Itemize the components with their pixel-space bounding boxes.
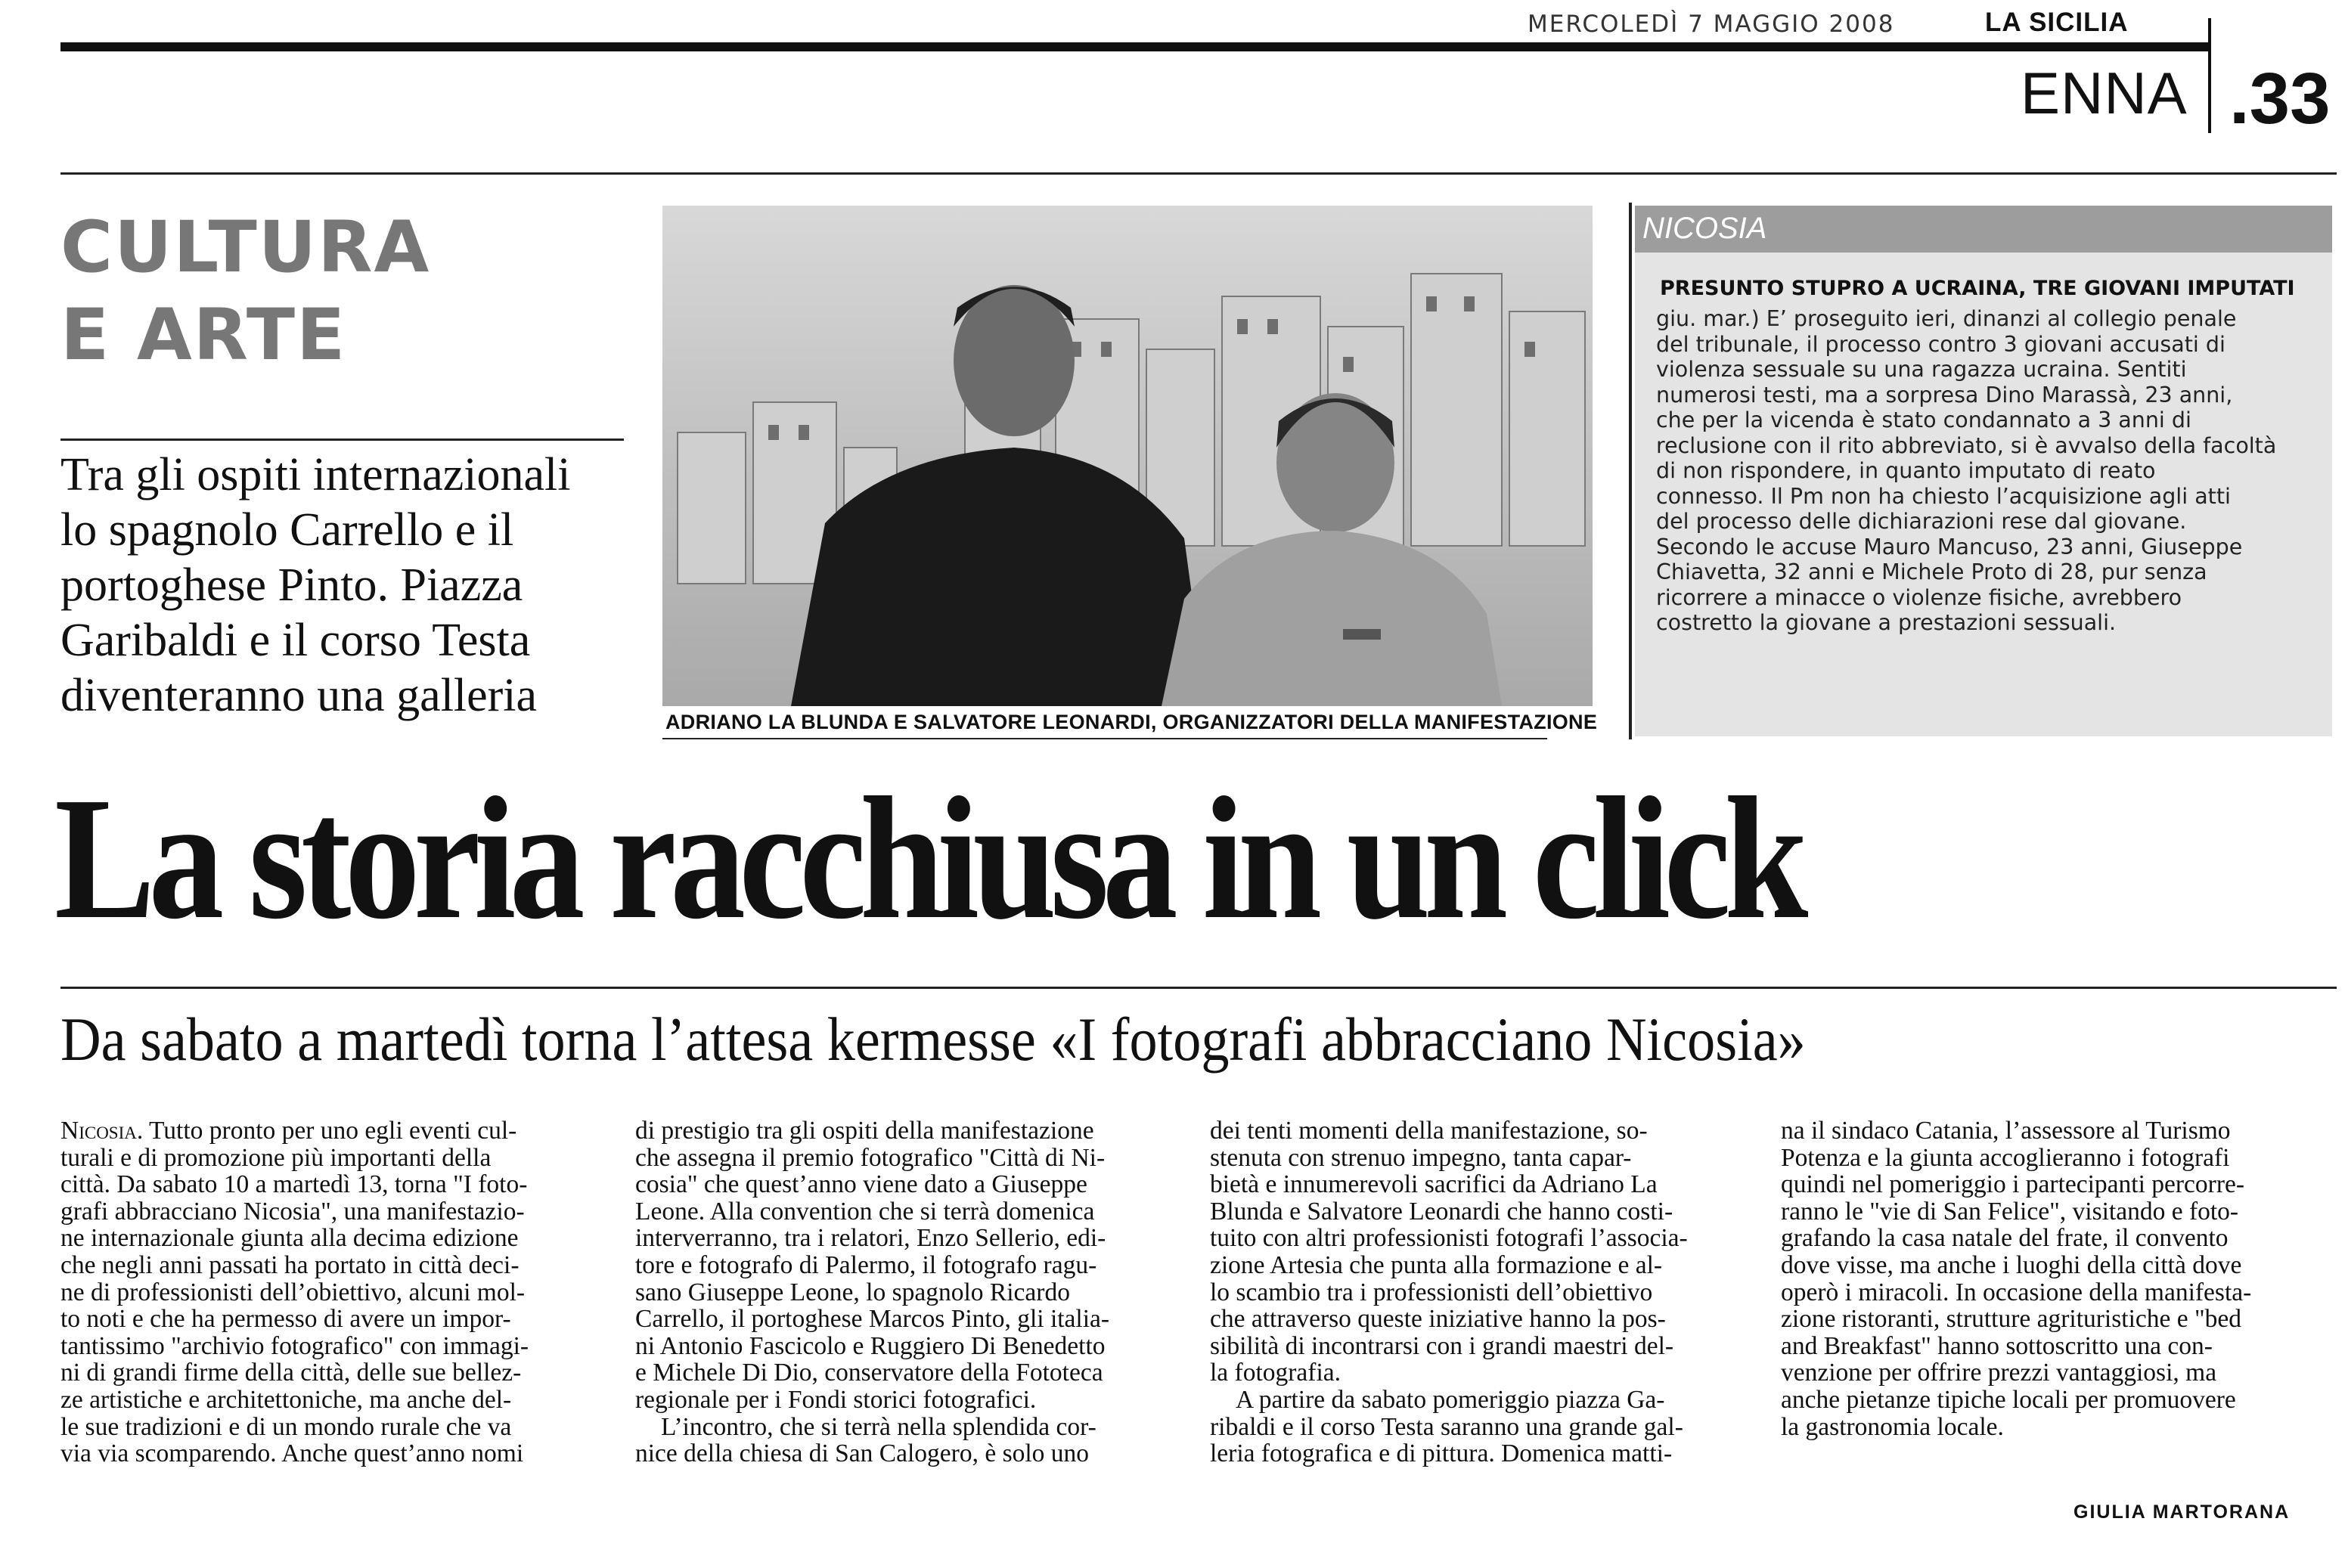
sidebox-border <box>1629 203 1632 739</box>
sidebox-line: ricorrere a minacce o violenze fisiche, avrebbero <box>1656 584 2182 610</box>
sidebox-body <box>1656 306 2276 636</box>
article-line: ni Antonio Fascicolo e Ruggiero Di Benedetto <box>635 1331 1106 1360</box>
article-column-4 <box>1781 1117 2251 1440</box>
article-line: regionale per i Fondi storici fotografici. <box>635 1385 1037 1414</box>
sidebox-line: Secondo le accuse Mauro Mancuso, 23 anni, Giuseppe <box>1656 534 2243 559</box>
sidebox-title: PRESUNTO STUPRO A UCRAINA, TRE GIOVANI IMPUTATI <box>1660 277 2295 300</box>
article-line: grafando la casa natale del frate, il convento <box>1781 1224 2229 1253</box>
issue-date: MERCOLEDÌ 7 MAGGIO 2008 <box>1528 11 1895 38</box>
article-line: L’incontro, che si terrà nella splendida cor- <box>661 1412 1096 1441</box>
article-line: Blunda e Salvatore Leonardi che hanno costi- <box>1210 1197 1673 1226</box>
article-line: stenuta con strenuo impegno, tanta capar- <box>1210 1143 1632 1172</box>
article-line: dove visse, ma anche i luoghi della città dove <box>1781 1250 2242 1279</box>
summary-line: diventeranno una galleria <box>60 670 538 721</box>
article-line: na il sindaco Catania, l’assessore al Turismo <box>1781 1117 2231 1145</box>
article-line: lo scambio tra i professionisti dell’obiettivo <box>1210 1278 1653 1306</box>
article-line: ne di professionisti dell’obiettivo, alcuni mol- <box>60 1278 526 1306</box>
article-line: ranno le "vie di San Felice", visitando e foto- <box>1781 1197 2239 1226</box>
article-line: leria fotografica e di pittura. Domenica matti- <box>1210 1439 1673 1468</box>
kicker <box>60 204 430 380</box>
article-line: ribaldi e il corso Testa saranno una grande gal- <box>1210 1412 1683 1441</box>
article-lead-word: Nicosia. <box>60 1117 144 1145</box>
article-line: Potenza e la giunta accoglieranno i fotografi <box>1781 1143 2230 1172</box>
masthead-divider <box>2208 18 2211 133</box>
article-line: sibilità di incontrarsi con i grandi maestri del- <box>1210 1331 1674 1360</box>
article-photo <box>662 206 1593 706</box>
article-line: tuito con altri professionisti fotografi l’associa- <box>1210 1224 1688 1253</box>
article-column-1 <box>60 1117 529 1467</box>
article-line: ne internazionale giunta alla decima edizione <box>60 1224 519 1253</box>
sidebox-line: che per la vicenda è stato condannato a 3 anni di <box>1656 407 2191 432</box>
headline: La storia racchiusa in un click <box>54 761 1802 956</box>
sidebox-line: reclusione con il rito abbreviato, si è avvalso della facoltà <box>1656 432 2277 458</box>
article-line: ni di grandi firme della città, delle sue bellez- <box>60 1359 522 1387</box>
article-line: and Breakfast" hanno sottoscritto una con- <box>1781 1331 2213 1360</box>
headline-rule <box>60 987 2337 989</box>
section-name: ENNA <box>2021 60 2188 126</box>
sidebox-line: costretto la giovane a prestazioni sessuali. <box>1656 610 2117 635</box>
article-line: to noti e che ha permesso di avere un impor- <box>60 1305 511 1334</box>
sidebox-line: violenza sessuale su una ragazza ucraina. Sentiti <box>1656 357 2187 382</box>
article-line: la gastronomia locale. <box>1781 1412 2004 1441</box>
article-line: Leone. Alla convention che si terrà domenica <box>635 1197 1095 1226</box>
article-line: che assegna il premio fotografico "Città di Ni- <box>635 1143 1106 1172</box>
article-line: A partire da sabato pomeriggio piazza Ga- <box>1236 1385 1665 1414</box>
article-line: sano Giuseppe Leone, lo spagnolo Ricardo <box>635 1278 1070 1306</box>
article-line: che attraverso queste iniziative hanno la pos- <box>1210 1305 1666 1334</box>
article-line: quindi nel pomeriggio i partecipanti percorre- <box>1781 1170 2245 1199</box>
subheadline: Da sabato a martedì torna l’attesa kermesse «I fotografi abbracciano Nicosia» <box>60 1005 1806 1074</box>
sidebox-tag <box>1635 206 2332 253</box>
article-column-2 <box>635 1117 1109 1467</box>
summary-line: lo spagnolo Carrello e il <box>60 504 514 556</box>
sidebox-line: giu. mar.) E’ proseguito ieri, dinanzi al collegio penale <box>1656 306 2237 331</box>
article-line: tore e fotografo di Palermo, il fotografo ragu- <box>635 1250 1097 1279</box>
article-line: che negli anni passati ha portato in città deci- <box>60 1250 520 1279</box>
page-number: .33 <box>2229 58 2331 139</box>
article-line: Nicosia. Tutto pronto per uno egli eventi cul- <box>60 1117 517 1145</box>
top-rule <box>60 42 2208 51</box>
article-line: ze artistiche e architettoniche, ma anche del- <box>60 1385 512 1414</box>
article-line: la fotografia. <box>1210 1359 1341 1387</box>
article-line: cosia" che quest’anno viene dato a Giuseppe <box>635 1170 1087 1199</box>
byline: GIULIA MARTORANA <box>2073 1501 2291 1523</box>
kicker-line: E ARTE <box>60 294 347 377</box>
article-line: via via scomparendo. Anche quest’anno nomi <box>60 1439 524 1468</box>
section-rule <box>60 172 2337 175</box>
sidebox-line: numerosi testi, ma a sorpresa Dino Marassà, 23 anni, <box>1656 382 2233 407</box>
article-line: interverranno, tra i relatori, Enzo Sellerio, edi- <box>635 1224 1106 1253</box>
summary <box>60 448 635 724</box>
sidebox-line: del tribunale, il processo contro 3 giovani accusati di <box>1656 331 2225 357</box>
summary-line: Tra gli ospiti internazionali <box>60 449 571 500</box>
article-line: le sue tradizioni e di un mondo rurale che va <box>60 1412 512 1441</box>
photo-illustration <box>662 206 1593 706</box>
sidebox-line: Chiavetta, 32 anni e Michele Proto di 28, pur senza <box>1656 559 2207 584</box>
article-line: grafi abbracciano Nicosia", una manifestazio- <box>60 1197 525 1226</box>
summary-line: Garibaldi e il corso Testa <box>60 615 531 666</box>
kicker-line: CULTURA <box>60 206 431 289</box>
caption-rule <box>662 738 1547 739</box>
article-line: bietà e innumerevoli sacrifici da Adriano La <box>1210 1170 1658 1199</box>
article-line: nice della chiesa di San Calogero, è solo uno <box>635 1439 1090 1468</box>
article-line: Carrello, il portoghese Marcos Pinto, gli italia- <box>635 1305 1110 1334</box>
article-line: città. Da sabato 10 a martedì 13, torna "I foto- <box>60 1170 528 1199</box>
summary-line: portoghese Pinto. Piazza <box>60 559 523 611</box>
photo-caption: ADRIANO LA BLUNDA E SALVATORE LEONARDI, ORGANIZZATORI DELLA MANIFESTAZIONE <box>665 711 1598 733</box>
article-line: di prestigio tra gli ospiti della manifestazione <box>635 1117 1094 1145</box>
article-line: turali e di promozione più importanti della <box>60 1143 492 1172</box>
sidebox-tag-label: NICOSIA <box>1642 212 1767 245</box>
article-line: venzione per offrire prezzi vantaggiosi, ma <box>1781 1359 2217 1387</box>
article-line: anche pietanze tipiche locali per promuovere <box>1781 1385 2236 1414</box>
article-line: zione Artesia che punta alla formazione e al- <box>1210 1250 1663 1279</box>
sidebox-line: connesso. Il Pm non ha chiesto l’acquisizione agli atti <box>1656 483 2231 509</box>
article-line: zione ristoranti, strutture agrituristiche e "bed <box>1781 1305 2242 1334</box>
sidebox-line: di non rispondere, in quanto imputato di reato <box>1656 458 2156 483</box>
article-line: operò i miracoli. In occasione della manifesta- <box>1781 1278 2252 1306</box>
article-line: tantissimo "archivio fotografico" con immagi- <box>60 1331 529 1360</box>
newspaper-name: LA SICILIA <box>1985 8 2129 37</box>
sidebox-line: del processo delle dichiarazioni rese dal giovane. <box>1656 509 2187 534</box>
article-column-3 <box>1210 1117 1688 1467</box>
article-line: e Michele Di Dio, conservatore della Fototeca <box>635 1359 1103 1387</box>
summary-rule <box>60 438 624 441</box>
article-line: dei tenti momenti della manifestazione, so- <box>1210 1117 1648 1145</box>
